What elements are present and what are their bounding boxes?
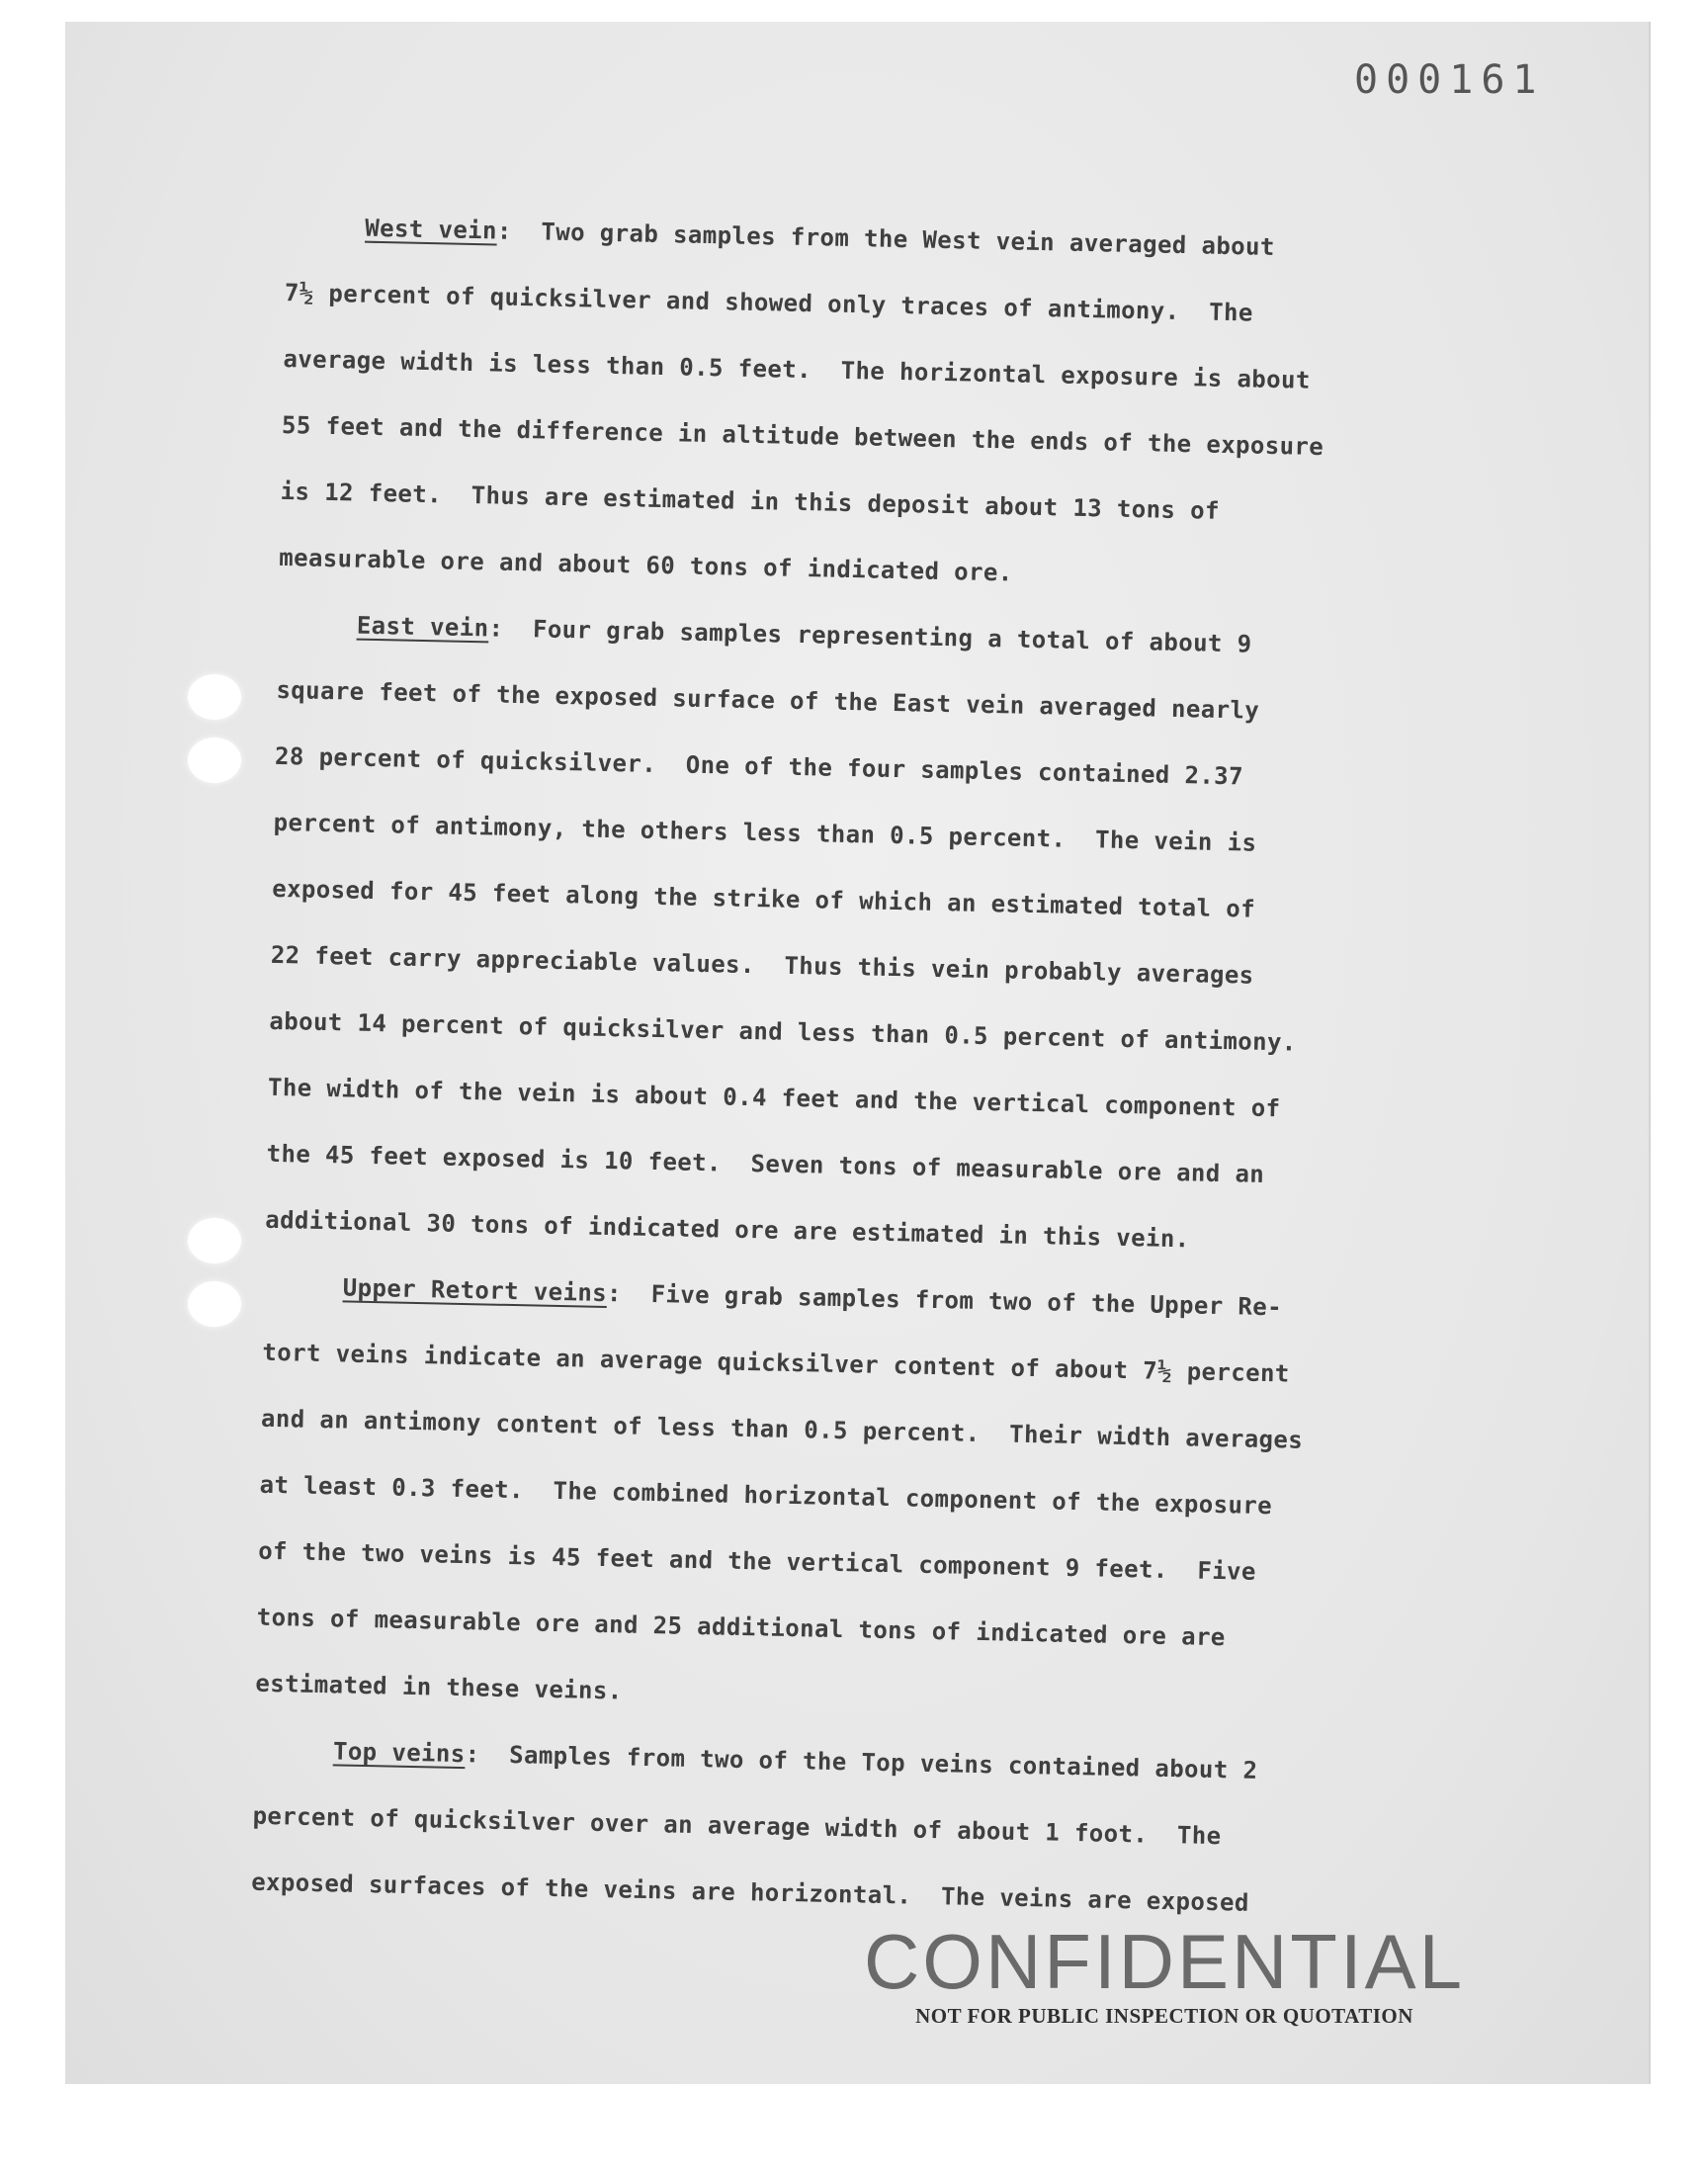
text-line: estimated in these veins. [255, 1669, 623, 1705]
document-body [251, 194, 1502, 1941]
section-heading: Upper Retort veins [342, 1273, 608, 1308]
punch-hole [188, 738, 241, 783]
stamp-subtitle: NOT FOR PUBLIC INSPECTION OR QUOTATION [915, 2004, 1413, 2028]
text-line: is 12 feet. Thus are estimated in this deposit about 13 tons of [280, 477, 1221, 525]
section-heading: Top veins [332, 1737, 466, 1769]
text-line: the 45 feet exposed is 10 feet. Seven tons of measurable ore and an [266, 1139, 1265, 1188]
text-line: about 14 percent of quicksilver and less than 0.5 percent of antimony. [269, 1006, 1297, 1057]
text-line: 55 feet and the difference in altitude between the ends of the exposure [281, 410, 1324, 462]
text-line: 7½ percent of quicksilver and showed only traces of antimony. The [284, 278, 1254, 327]
text-line: at least 0.3 feet. The combined horizontal component of the exposure [259, 1470, 1273, 1521]
text-line: exposed surfaces of the veins are horizontal. The veins are exposed [250, 1868, 1250, 1917]
stamp-title: CONFIDENTIAL [863, 1918, 1466, 2005]
punch-hole [188, 674, 241, 720]
text-line: and an antimony content of less than 0.5 percent. Their width averages [260, 1404, 1304, 1454]
paragraph-upper-retort-veins [255, 1254, 1481, 1743]
text-line: tort veins indicate an average quicksilver content of about 7½ percent [262, 1338, 1290, 1388]
text-line: additional 30 tons of indicated ore are estimated in this vein. [264, 1205, 1190, 1254]
text-line: square feet of the exposed surface of the East vein averaged nearly [276, 675, 1260, 725]
line-text: : Four grab samples representing a total of about 9 [488, 614, 1252, 658]
paragraph-east-vein [265, 591, 1494, 1279]
text-line: percent of antimony, the others less than 0.5 percent. The vein is [273, 808, 1257, 857]
page-number: 000161 [1354, 57, 1545, 103]
line-text: : Samples from two of the Top veins contained about 2 [465, 1740, 1258, 1784]
text-line: of the two veins is 45 feet and the vertical component 9 feet. Five [257, 1536, 1257, 1586]
text-line: exposed for 45 feet along the strike of which an estimated total of [271, 874, 1256, 923]
confidential-stamp [799, 1918, 1530, 2029]
text-line: tons of measurable ore and 25 additional tons of indicated ore are [256, 1603, 1226, 1652]
text-line: 28 percent of quicksilver. One of the four samples contained 2.37 [274, 741, 1244, 791]
punch-hole [188, 1218, 241, 1263]
text-line: percent of quicksilver over an average width of about 1 foot. The [252, 1801, 1222, 1851]
paragraph-west-vein [279, 194, 1502, 617]
section-heading: East vein [356, 611, 489, 643]
text-line: 22 feet carry appreciable values. Thus this vein probably averages [270, 940, 1254, 990]
text-line: The width of the vein is about 0.4 feet and the vertical component of [267, 1073, 1281, 1123]
text-line: measurable ore and about 60 tons of indicated ore. [279, 543, 1013, 587]
text-line: average width is less than 0.5 feet. The horizontal exposure is about [283, 344, 1312, 394]
paragraph-top-veins [251, 1717, 1471, 1942]
punch-hole [188, 1281, 241, 1327]
section-heading: West vein [364, 214, 498, 245]
line-text: : Five grab samples from two of the Upper Re- [606, 1279, 1283, 1322]
line-text: : Two grab samples from the West vein averaged about [496, 217, 1276, 261]
